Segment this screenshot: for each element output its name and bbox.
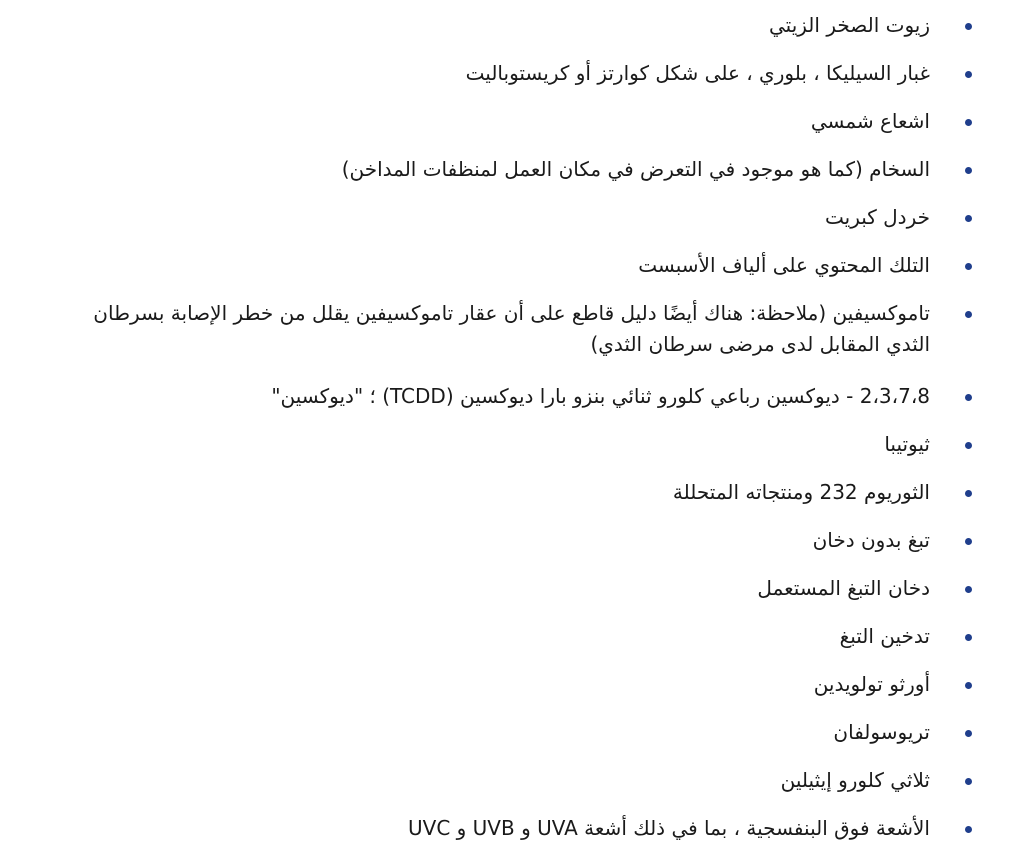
bullet-icon xyxy=(965,394,972,401)
bullet-icon xyxy=(965,442,972,449)
list-item xyxy=(50,10,954,41)
bullet-icon xyxy=(965,490,972,497)
bullet-icon xyxy=(965,778,972,785)
list-item xyxy=(50,58,954,89)
list-item xyxy=(50,765,954,796)
list-item xyxy=(50,573,954,604)
bullet-icon xyxy=(965,119,972,126)
bullet-icon xyxy=(965,538,972,545)
list-item-text: تريوسولفان xyxy=(833,720,930,744)
list-item xyxy=(50,106,954,137)
list-item xyxy=(50,429,954,460)
list-item xyxy=(50,477,954,508)
list-item-text: الأشعة فوق البنفسجية ، بما في ذلك أشعة UVA و UVB و UVC xyxy=(408,816,930,840)
list-item xyxy=(50,525,954,556)
list-item xyxy=(50,669,954,700)
list-item-text: دخان التبغ المستعمل xyxy=(757,576,930,600)
list-item-text: غبار السيليكا ، بلوري ، على شكل كوارتز أو كريستوباليت xyxy=(465,61,930,85)
list-item-text: ثيوتيبا xyxy=(884,432,930,456)
list-item-text: السخام (كما هو موجود في التعرض في مكان العمل لمنظفات المداخن) xyxy=(341,157,930,181)
bullet-icon xyxy=(965,263,972,270)
bullet-icon xyxy=(965,634,972,641)
bullet-icon xyxy=(965,23,972,30)
list-item-text: 2،3،7،8 - ديوكسين رباعي كلورو ثنائي بنزو بارا ديوكسين (TCDD) ؛ "ديوكسين" xyxy=(271,384,930,408)
list-item xyxy=(50,298,954,360)
bullet-icon xyxy=(965,311,972,318)
list-item xyxy=(50,621,954,652)
list-item-text: تبغ بدون دخان xyxy=(812,528,930,552)
list-item xyxy=(50,813,954,844)
bullet-icon xyxy=(965,71,972,78)
bullet-icon xyxy=(965,215,972,222)
list-item xyxy=(50,381,954,412)
bullet-icon xyxy=(965,826,972,833)
list-item xyxy=(50,154,954,185)
bullet-icon xyxy=(965,586,972,593)
list-item-text: خردل كبريت xyxy=(825,205,930,229)
list-item xyxy=(50,250,954,281)
list-item-text: التلك المحتوي على ألياف الأسبست xyxy=(638,253,930,277)
list-item xyxy=(50,202,954,233)
list-item-text: زيوت الصخر الزيتي xyxy=(769,13,930,37)
bullet-icon xyxy=(965,167,972,174)
list-item xyxy=(50,717,954,748)
list-item-text: تدخين التبغ xyxy=(839,624,930,648)
list-item-text: أورثو تولويدين xyxy=(813,672,930,696)
bullet-icon xyxy=(965,682,972,689)
list-item-text: تاموكسيفين (ملاحظة: هناك أيضًا دليل قاطع على أن عقار تاموكسيفين يقلل من خطر الإصابة بسرطان الثدي المقابل لدى مرضى سرطان الثدي) xyxy=(93,301,930,356)
bullet-icon xyxy=(965,730,972,737)
list-item-text: الثوريوم 232 ومنتجاته المتحللة xyxy=(672,480,930,504)
list-item-text: اشعاع شمسي xyxy=(810,109,930,133)
list-item-text: ثلاثي كلورو إيثيلين xyxy=(780,768,930,792)
